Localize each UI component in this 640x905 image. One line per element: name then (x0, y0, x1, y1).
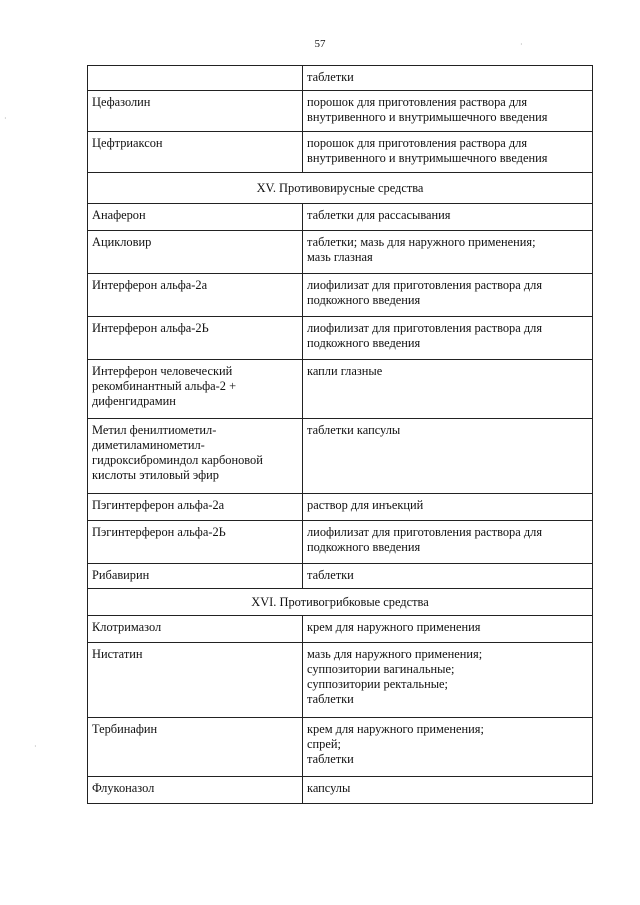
drug-name-line: рекомбинантный альфа-2 + (92, 379, 237, 393)
drug-name-line: Интерферон альфа-2а (92, 278, 208, 292)
drug-name-line: Пэгинтерферон альфа-2а (92, 498, 225, 512)
drug-name-cell (88, 419, 303, 494)
dosage-form-cell (303, 643, 593, 718)
table-row (88, 317, 593, 360)
table-row (88, 643, 593, 718)
section-row (88, 589, 593, 616)
dosage-form-line: таблетки (307, 752, 354, 766)
drug-name-line: Пэгинтерферон альфа-2Ь (92, 525, 226, 539)
dosage-form-line: порошок для приготовления раствора для (307, 136, 528, 150)
table-row (88, 360, 593, 419)
drug-name-cell (88, 66, 303, 91)
drug-name-cell (88, 231, 303, 274)
dosage-form-line: внутривенного и внутримышечного введения (307, 151, 548, 165)
dosage-form-cell (303, 494, 593, 521)
drug-name-line: Рибавирин (92, 568, 150, 582)
dosage-form-line: таблетки для рассасывания (307, 208, 451, 222)
drug-name-cell (88, 317, 303, 360)
table-row (88, 564, 593, 589)
table-row (88, 204, 593, 231)
drug-name-cell (88, 494, 303, 521)
drug-name-line: Ацикловир (92, 235, 152, 249)
dosage-form-line: капли глазные (307, 364, 383, 378)
dosage-form-line: таблетки капсулы (307, 423, 401, 437)
dosage-form-line: таблетки; мазь для наружного применения; (307, 235, 536, 249)
table-body (88, 66, 593, 804)
dosage-form-line: подкожного введения (307, 540, 421, 554)
dosage-form-line: лиофилизат для приготовления раствора для (307, 321, 543, 335)
dosage-form-line: таблетки (307, 568, 354, 582)
dosage-form-cell (303, 564, 593, 589)
drug-name-cell (88, 360, 303, 419)
drug-table (87, 65, 593, 804)
drug-name-line: Цефазолин (92, 95, 151, 109)
dosage-form-cell (303, 317, 593, 360)
dosage-form-line: крем для наружного применения; (307, 722, 484, 736)
table-row (88, 777, 593, 804)
drug-name-cell (88, 204, 303, 231)
dosage-form-line: крем для наружного применения (307, 620, 481, 634)
drug-name-line: Анаферон (92, 208, 146, 222)
table-row (88, 521, 593, 564)
table-row (88, 419, 593, 494)
table-row (88, 718, 593, 777)
table-row (88, 231, 593, 274)
dosage-form-line: таблетки (307, 692, 354, 706)
drug-name-cell (88, 643, 303, 718)
dosage-form-line: суппозитории вагинальные; (307, 662, 455, 676)
drug-name-cell (88, 132, 303, 173)
drug-name-cell (88, 718, 303, 777)
drug-name-cell (88, 274, 303, 317)
table-row (88, 274, 593, 317)
dosage-form-line: мазь глазная (307, 250, 373, 264)
drug-name-line: Нистатин (92, 647, 143, 661)
dosage-form-cell (303, 521, 593, 564)
dosage-form-line: лиофилизат для приготовления раствора для (307, 278, 543, 292)
dosage-form-line: подкожного введения (307, 336, 421, 350)
drug-name-cell (88, 91, 303, 132)
drug-name-line: Метил фенилтиометил- (92, 423, 217, 437)
dosage-form-cell (303, 132, 593, 173)
dosage-form-line: капсулы (307, 781, 351, 795)
drug-name-line: Интерферон человеческий (92, 364, 233, 378)
drug-name-line: Клотримазол (92, 620, 162, 634)
table-row (88, 91, 593, 132)
scan-speck: · (520, 40, 523, 49)
dosage-form-line: порошок для приготовления раствора для (307, 95, 528, 109)
drug-name-line: Цефтриаксон (92, 136, 163, 150)
drug-name-line: Флуконазол (92, 781, 155, 795)
drug-name-line: диметиламинометил- (92, 438, 205, 452)
drug-name-line: гидроксиброминдол карбоновой (92, 453, 263, 467)
dosage-form-line: спрей; (307, 737, 341, 751)
dosage-form-line: суппозитории ректальные; (307, 677, 448, 691)
dosage-form-line: подкожного введения (307, 293, 421, 307)
dosage-form-line: внутривенного и внутримышечного введения (307, 110, 548, 124)
drug-name-line: дифенгидрамин (92, 394, 176, 408)
dosage-form-cell (303, 419, 593, 494)
dosage-form-cell (303, 66, 593, 91)
drug-name-cell (88, 521, 303, 564)
dosage-form-cell (303, 231, 593, 274)
drug-name-cell (88, 777, 303, 804)
dosage-form-cell (303, 360, 593, 419)
table-row (88, 66, 593, 91)
dosage-form-cell (303, 718, 593, 777)
scan-speck: · (34, 742, 37, 751)
table-row (88, 616, 593, 643)
page-number: 57 (314, 38, 326, 50)
drug-name-cell (88, 564, 303, 589)
scan-speck: · (4, 114, 7, 123)
dosage-form-cell (303, 777, 593, 804)
drug-name-line: Тербинафин (92, 722, 158, 736)
dosage-form-line: раствор для инъекций (307, 498, 424, 512)
section-row (88, 173, 593, 204)
drug-name-cell (88, 616, 303, 643)
dosage-form-line: лиофилизат для приготовления раствора для (307, 525, 543, 539)
dosage-form-cell (303, 204, 593, 231)
drug-name-line: Интерферон альфа-2Ь (92, 321, 209, 335)
table-row (88, 494, 593, 521)
drug-name-line: кислоты этиловый эфир (92, 468, 219, 482)
dosage-form-cell (303, 616, 593, 643)
section-title: XV. Противовирусные средства (88, 173, 593, 204)
dosage-form-line: мазь для наружного применения; (307, 647, 483, 661)
dosage-form-line: таблетки (307, 70, 354, 84)
section-title: XVI. Противогрибковые средства (88, 589, 593, 616)
dosage-form-cell (303, 91, 593, 132)
dosage-form-cell (303, 274, 593, 317)
table-row (88, 132, 593, 173)
